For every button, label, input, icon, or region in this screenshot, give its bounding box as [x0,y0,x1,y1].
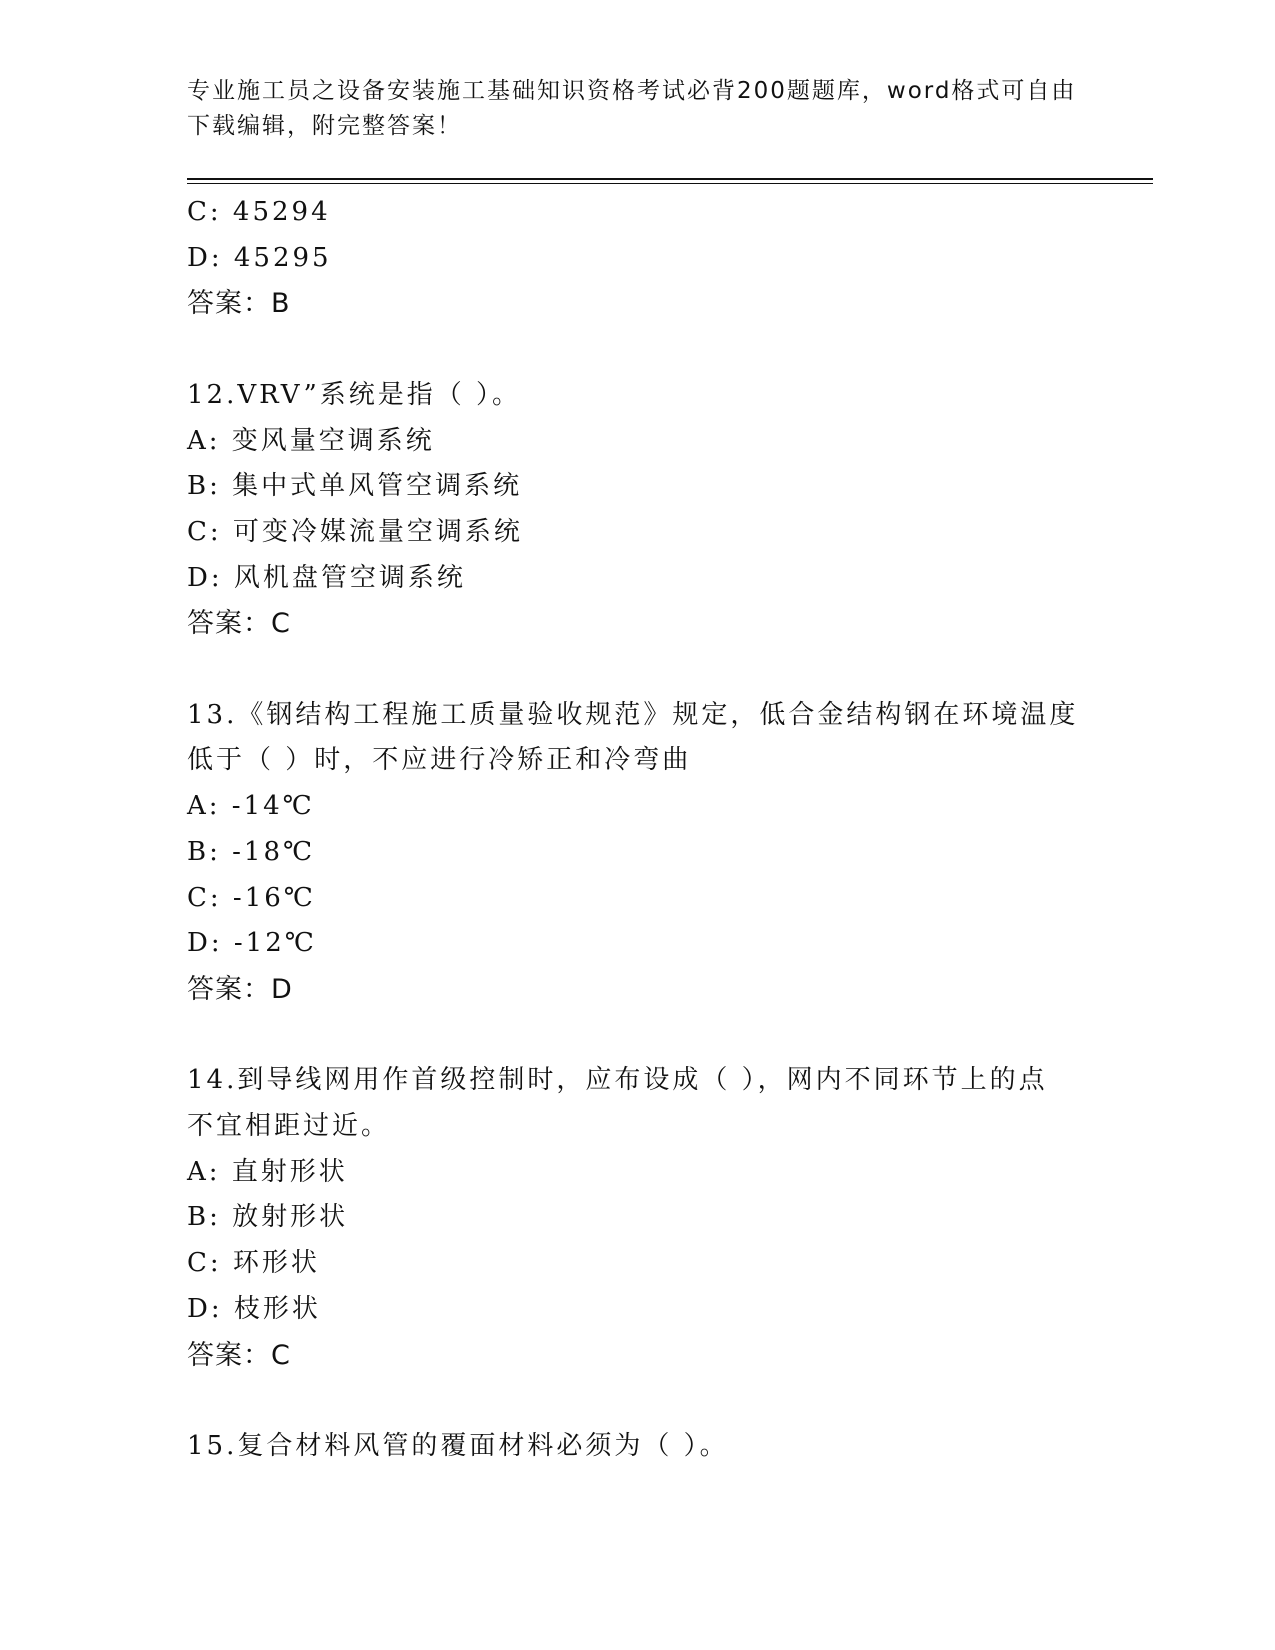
question-stem: 12.VRV”系统是指（ ）。 [187,379,522,410]
option-c: C: 可变冷媒流量空调系统 [187,516,523,547]
header-rule-thin [187,183,1153,184]
option-c: C: 45294 [187,197,331,227]
option-a: A: 变风量空调系统 [187,425,435,456]
question-stem: 15.复合材料风管的覆面材料必须为（ ）。 [187,1430,729,1461]
question-11 [187,190,1087,327]
header-line-1: 专业施工员之设备安装施工基础知识资格考试必背200题题库，word格式可自由 [187,78,1077,104]
spacer [187,647,1087,693]
option-d: D: 枝形状 [187,1293,321,1324]
question-stem-line-2: 不宜相距过近。 [187,1111,391,1142]
answer: 答案：C [187,608,291,640]
spacer [187,1013,1087,1059]
header-line-2: 下载编辑，附完整答案！ [187,113,462,139]
spacer [187,327,1087,373]
option-c: C: 环形状 [187,1248,320,1279]
answer: 答案：C [187,1339,291,1371]
option-d: D: -12℃ [187,928,317,959]
answer: 答案：B [187,288,291,320]
option-a: A: -14℃ [187,791,315,822]
option-d: D: 45295 [187,242,332,273]
option-a: A: 直射形状 [187,1156,348,1187]
question-14 [187,1058,1087,1378]
header-rule-thick [187,178,1153,180]
question-stem-line-1: 14.到导线网用作首级控制时，应布设成（ ），网内不同环节上的点 [187,1065,1048,1096]
document-header [187,74,1087,144]
option-d: D: 风机盘管空调系统 [187,562,466,593]
option-c: C: -16℃ [187,882,316,913]
spacer [187,1378,1087,1424]
option-b: B: -18℃ [187,836,316,867]
question-stem-line-1: 13.《钢结构工程施工质量验收规范》规定，低合金结构钢在环境温度 [187,699,1079,730]
answer: 答案：D [187,973,293,1005]
question-12 [187,373,1087,647]
question-15 [187,1424,1087,1470]
question-13 [187,693,1087,1013]
option-b: B: 集中式单风管空调系统 [187,471,523,502]
question-list [187,190,1087,1470]
option-b: B: 放射形状 [187,1202,349,1233]
question-stem-line-2: 低于（ ）时，不应进行冷矫正和冷弯曲 [187,745,692,776]
